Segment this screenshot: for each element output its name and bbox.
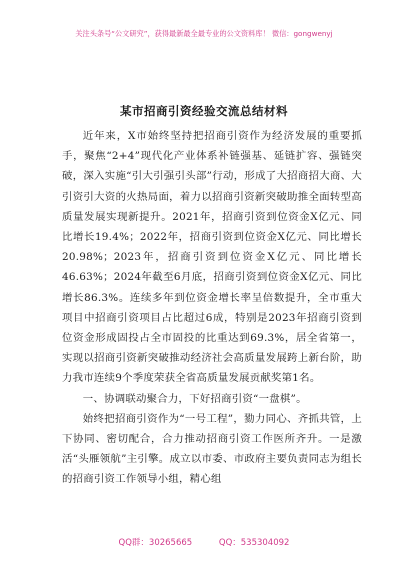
header-notice: 关注头条号“公文研究”，获得最新最全最专业的公文资料库！ 微信：gongwenyj — [75, 29, 333, 38]
footer-qq: QQ：535304092 — [218, 538, 290, 548]
footer-qq-group: QQ群：30265665 — [118, 538, 193, 548]
footer-contacts — [0, 536, 408, 548]
document-body — [62, 126, 362, 490]
paragraph-section-body: 始终把招商引资作为“一号工程”，勠力同心、齐抓共管，上下协同、密切配合，合力推动招商引资工作医所齐升。一是激活“头雁领航”主引擎。成立以市委、市政府主要负责同志为组长的招商引资工作领导小组，精心组 — [62, 412, 362, 486]
paragraph-section-heading: 一、协调联动聚合力，下好招商引资“一盘棋”。 — [82, 392, 307, 405]
document-title: 某市招商引资经验交流总结材料 — [120, 104, 288, 118]
paragraph-intro: 近年来，X市始终坚持把招商引资作为经济发展的重要抓手，聚焦“2+4”现代化产业体系补链强基、延链扩容、强链突破，深入实施“引大引强引头部”行动，形成了大招商招大商、大引资引大资的火热局面，着力以招商引资新突破助推全面转型高质量发展实现新提升。2021年，招商引资到位资金X亿元、同比增长19.4%；2022年，招商引资到位资金X亿元、同比增长20.98%；2023年，招商引资到位资金X亿元、同比增长46.63%；2024年截至6月底，招商引资到位资金X亿元、同比增长86.3%。连续多年到位资金增长率呈倍数提升，全市重大项目中招商引资项目占比超过6成，特别是2023年招商引资到位资金形成固投占全市固投的比重达到69.3%，居全省第一，实现以招商引资新突破推动经济社会高质量发展跨上新台阶，助力我市连续9个季度荣获全省高质量发展贡献奖第1名。 — [62, 130, 362, 385]
